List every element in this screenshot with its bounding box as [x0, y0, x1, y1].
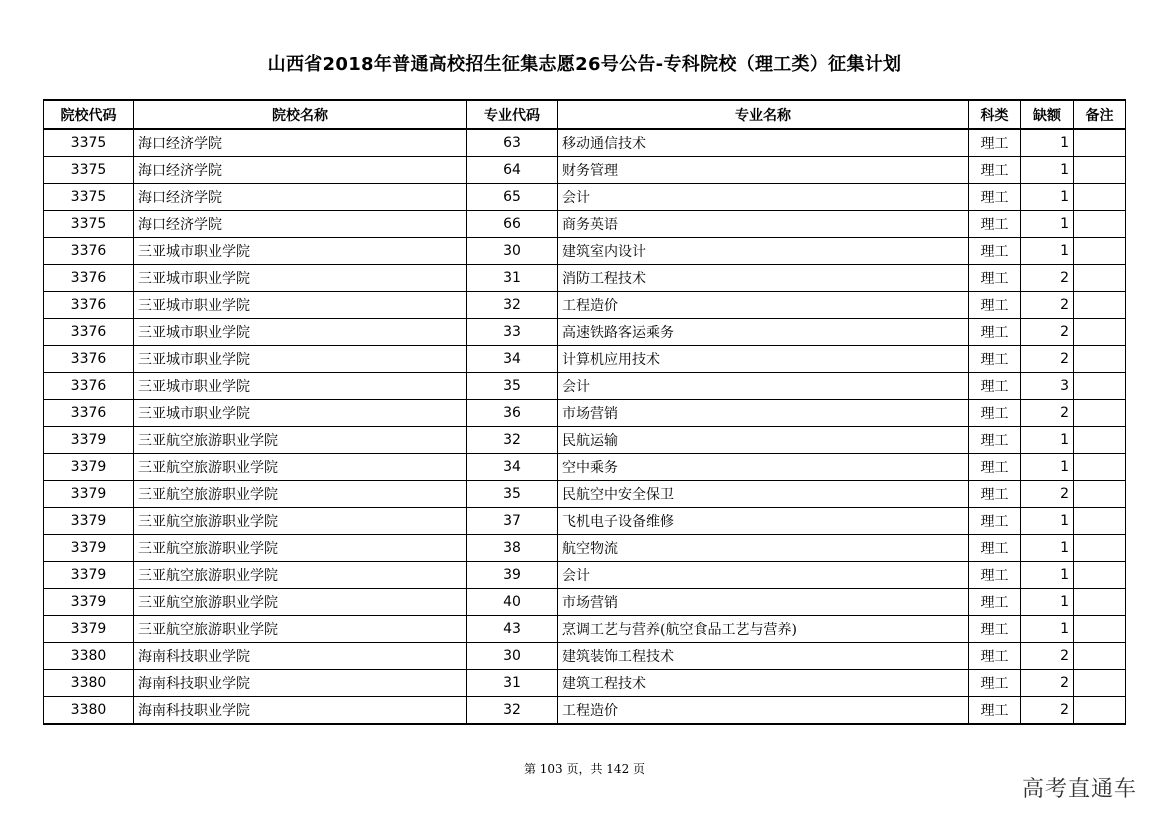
cell-school-code: 3375	[44, 211, 134, 238]
cell-vacancies: 1	[1021, 238, 1074, 265]
cell-remarks	[1074, 454, 1126, 481]
cell-remarks	[1074, 373, 1126, 400]
cell-school-code: 3380	[44, 670, 134, 697]
cell-vacancies: 2	[1021, 697, 1074, 725]
cell-remarks	[1074, 670, 1126, 697]
table-row	[44, 643, 1126, 670]
cell-major-name: 飞机电子设备维修	[558, 508, 969, 535]
cell-major-code: 32	[467, 697, 558, 725]
cell-vacancies: 1	[1021, 129, 1074, 157]
cell-major-name: 计算机应用技术	[558, 346, 969, 373]
cell-category: 理工	[969, 697, 1021, 725]
header-major-name: 专业名称	[558, 100, 969, 129]
cell-school-name: 三亚航空旅游职业学院	[134, 481, 467, 508]
cell-major-name: 民航空中安全保卫	[558, 481, 969, 508]
cell-vacancies: 3	[1021, 373, 1074, 400]
cell-vacancies: 2	[1021, 670, 1074, 697]
cell-school-name: 三亚城市职业学院	[134, 265, 467, 292]
cell-category: 理工	[969, 265, 1021, 292]
cell-school-name: 三亚城市职业学院	[134, 238, 467, 265]
cell-major-name: 会计	[558, 562, 969, 589]
cell-major-code: 35	[467, 373, 558, 400]
cell-school-name: 海南科技职业学院	[134, 697, 467, 725]
cell-category: 理工	[969, 535, 1021, 562]
cell-major-name: 消防工程技术	[558, 265, 969, 292]
cell-remarks	[1074, 292, 1126, 319]
table-body	[44, 129, 1126, 724]
cell-vacancies: 2	[1021, 400, 1074, 427]
cell-major-code: 39	[467, 562, 558, 589]
header-school-code: 院校代码	[44, 100, 134, 129]
cell-category: 理工	[969, 346, 1021, 373]
cell-school-name: 海南科技职业学院	[134, 643, 467, 670]
table-row	[44, 427, 1126, 454]
header-major-code: 专业代码	[467, 100, 558, 129]
table-row	[44, 373, 1126, 400]
cell-school-name: 三亚航空旅游职业学院	[134, 562, 467, 589]
enrollment-plan-table	[43, 99, 1126, 725]
cell-category: 理工	[969, 211, 1021, 238]
cell-school-code: 3379	[44, 481, 134, 508]
cell-remarks	[1074, 427, 1126, 454]
cell-remarks	[1074, 643, 1126, 670]
cell-school-code: 3375	[44, 184, 134, 211]
cell-remarks	[1074, 589, 1126, 616]
cell-vacancies: 1	[1021, 427, 1074, 454]
cell-school-code: 3375	[44, 129, 134, 157]
table-row	[44, 184, 1126, 211]
cell-major-name: 会计	[558, 184, 969, 211]
cell-major-code: 65	[467, 184, 558, 211]
cell-school-code: 3380	[44, 697, 134, 725]
cell-school-code: 3376	[44, 238, 134, 265]
cell-vacancies: 2	[1021, 481, 1074, 508]
cell-school-name: 三亚航空旅游职业学院	[134, 427, 467, 454]
cell-school-name: 海口经济学院	[134, 211, 467, 238]
cell-school-name: 三亚航空旅游职业学院	[134, 535, 467, 562]
cell-major-name: 建筑工程技术	[558, 670, 969, 697]
cell-major-code: 31	[467, 265, 558, 292]
table-row	[44, 211, 1126, 238]
cell-major-code: 34	[467, 346, 558, 373]
cell-school-code: 3379	[44, 508, 134, 535]
page-title: 山西省2018年普通高校招生征集志愿26号公告-专科院校（理工类）征集计划	[267, 54, 902, 75]
cell-school-code: 3376	[44, 373, 134, 400]
cell-vacancies: 1	[1021, 454, 1074, 481]
cell-vacancies: 1	[1021, 616, 1074, 643]
table-row	[44, 535, 1126, 562]
cell-school-name: 三亚航空旅游职业学院	[134, 454, 467, 481]
cell-vacancies: 1	[1021, 157, 1074, 184]
cell-major-name: 烹调工艺与营养(航空食品工艺与营养)	[558, 616, 969, 643]
header-vacancies: 缺额	[1021, 100, 1074, 129]
cell-remarks	[1074, 211, 1126, 238]
cell-remarks	[1074, 400, 1126, 427]
cell-vacancies: 1	[1021, 535, 1074, 562]
cell-major-name: 财务管理	[558, 157, 969, 184]
cell-vacancies: 1	[1021, 211, 1074, 238]
cell-remarks	[1074, 265, 1126, 292]
table-row	[44, 346, 1126, 373]
cell-category: 理工	[969, 184, 1021, 211]
cell-major-code: 38	[467, 535, 558, 562]
cell-remarks	[1074, 238, 1126, 265]
cell-major-code: 63	[467, 129, 558, 157]
cell-category: 理工	[969, 643, 1021, 670]
cell-remarks	[1074, 129, 1126, 157]
header-remarks: 备注	[1074, 100, 1126, 129]
cell-major-code: 43	[467, 616, 558, 643]
cell-major-code: 30	[467, 238, 558, 265]
cell-major-name: 市场营销	[558, 400, 969, 427]
table-row	[44, 562, 1126, 589]
cell-school-code: 3376	[44, 400, 134, 427]
cell-major-name: 空中乘务	[558, 454, 969, 481]
cell-major-name: 移动通信技术	[558, 129, 969, 157]
cell-major-name: 民航运输	[558, 427, 969, 454]
cell-remarks	[1074, 157, 1126, 184]
cell-remarks	[1074, 184, 1126, 211]
table-row	[44, 265, 1126, 292]
cell-major-code: 33	[467, 319, 558, 346]
cell-major-code: 40	[467, 589, 558, 616]
cell-category: 理工	[969, 400, 1021, 427]
cell-vacancies: 2	[1021, 346, 1074, 373]
cell-category: 理工	[969, 427, 1021, 454]
cell-category: 理工	[969, 670, 1021, 697]
cell-school-name: 海口经济学院	[134, 129, 467, 157]
table-row	[44, 670, 1126, 697]
cell-vacancies: 1	[1021, 184, 1074, 211]
cell-vacancies: 1	[1021, 562, 1074, 589]
cell-school-name: 三亚城市职业学院	[134, 400, 467, 427]
cell-remarks	[1074, 508, 1126, 535]
cell-remarks	[1074, 535, 1126, 562]
cell-vacancies: 1	[1021, 589, 1074, 616]
cell-school-name: 海南科技职业学院	[134, 670, 467, 697]
cell-school-code: 3379	[44, 535, 134, 562]
cell-remarks	[1074, 697, 1126, 725]
cell-school-name: 三亚城市职业学院	[134, 346, 467, 373]
cell-major-name: 高速铁路客运乘务	[558, 319, 969, 346]
cell-major-code: 66	[467, 211, 558, 238]
cell-major-code: 36	[467, 400, 558, 427]
cell-major-code: 34	[467, 454, 558, 481]
table-row	[44, 292, 1126, 319]
cell-category: 理工	[969, 238, 1021, 265]
cell-major-code: 30	[467, 643, 558, 670]
cell-category: 理工	[969, 589, 1021, 616]
cell-school-name: 三亚航空旅游职业学院	[134, 616, 467, 643]
cell-major-code: 31	[467, 670, 558, 697]
cell-category: 理工	[969, 616, 1021, 643]
cell-school-code: 3376	[44, 319, 134, 346]
cell-remarks	[1074, 616, 1126, 643]
cell-major-name: 建筑装饰工程技术	[558, 643, 969, 670]
cell-remarks	[1074, 346, 1126, 373]
table-row	[44, 508, 1126, 535]
cell-category: 理工	[969, 129, 1021, 157]
cell-major-code: 35	[467, 481, 558, 508]
cell-category: 理工	[969, 157, 1021, 184]
cell-vacancies: 2	[1021, 292, 1074, 319]
table-row	[44, 400, 1126, 427]
cell-school-code: 3379	[44, 616, 134, 643]
cell-school-name: 海口经济学院	[134, 157, 467, 184]
cell-school-code: 3376	[44, 265, 134, 292]
cell-major-name: 工程造价	[558, 697, 969, 725]
cell-vacancies: 2	[1021, 265, 1074, 292]
cell-major-name: 建筑室内设计	[558, 238, 969, 265]
cell-category: 理工	[969, 319, 1021, 346]
cell-major-name: 商务英语	[558, 211, 969, 238]
cell-vacancies: 2	[1021, 643, 1074, 670]
cell-category: 理工	[969, 508, 1021, 535]
header-category: 科类	[969, 100, 1021, 129]
cell-school-code: 3379	[44, 454, 134, 481]
cell-school-code: 3376	[44, 292, 134, 319]
cell-vacancies: 1	[1021, 508, 1074, 535]
table-row	[44, 481, 1126, 508]
cell-school-name: 海口经济学院	[134, 184, 467, 211]
cell-remarks	[1074, 481, 1126, 508]
cell-major-code: 37	[467, 508, 558, 535]
cell-major-name: 市场营销	[558, 589, 969, 616]
cell-major-code: 64	[467, 157, 558, 184]
cell-school-name: 三亚城市职业学院	[134, 319, 467, 346]
cell-vacancies: 2	[1021, 319, 1074, 346]
cell-school-name: 三亚城市职业学院	[134, 373, 467, 400]
cell-remarks	[1074, 562, 1126, 589]
page-footer: 第 103 页，共 142 页	[523, 762, 646, 776]
cell-major-name: 会计	[558, 373, 969, 400]
cell-category: 理工	[969, 481, 1021, 508]
watermark-logo: 高考直通车	[1022, 777, 1138, 802]
table-header-row	[44, 100, 1126, 129]
cell-major-name: 航空物流	[558, 535, 969, 562]
table-row	[44, 319, 1126, 346]
cell-category: 理工	[969, 562, 1021, 589]
cell-school-code: 3375	[44, 157, 134, 184]
cell-remarks	[1074, 319, 1126, 346]
table-row	[44, 129, 1126, 157]
cell-school-code: 3376	[44, 346, 134, 373]
table-row	[44, 157, 1126, 184]
header-school-name: 院校名称	[134, 100, 467, 129]
table-row	[44, 616, 1126, 643]
table-row	[44, 454, 1126, 481]
cell-school-name: 三亚航空旅游职业学院	[134, 589, 467, 616]
cell-school-code: 3379	[44, 589, 134, 616]
cell-school-code: 3380	[44, 643, 134, 670]
table-row	[44, 238, 1126, 265]
cell-category: 理工	[969, 292, 1021, 319]
cell-school-name: 三亚航空旅游职业学院	[134, 508, 467, 535]
table-row	[44, 589, 1126, 616]
cell-major-code: 32	[467, 427, 558, 454]
cell-school-code: 3379	[44, 562, 134, 589]
cell-category: 理工	[969, 454, 1021, 481]
cell-category: 理工	[969, 373, 1021, 400]
cell-school-name: 三亚城市职业学院	[134, 292, 467, 319]
cell-major-name: 工程造价	[558, 292, 969, 319]
cell-major-code: 32	[467, 292, 558, 319]
table-row	[44, 697, 1126, 725]
cell-school-code: 3379	[44, 427, 134, 454]
